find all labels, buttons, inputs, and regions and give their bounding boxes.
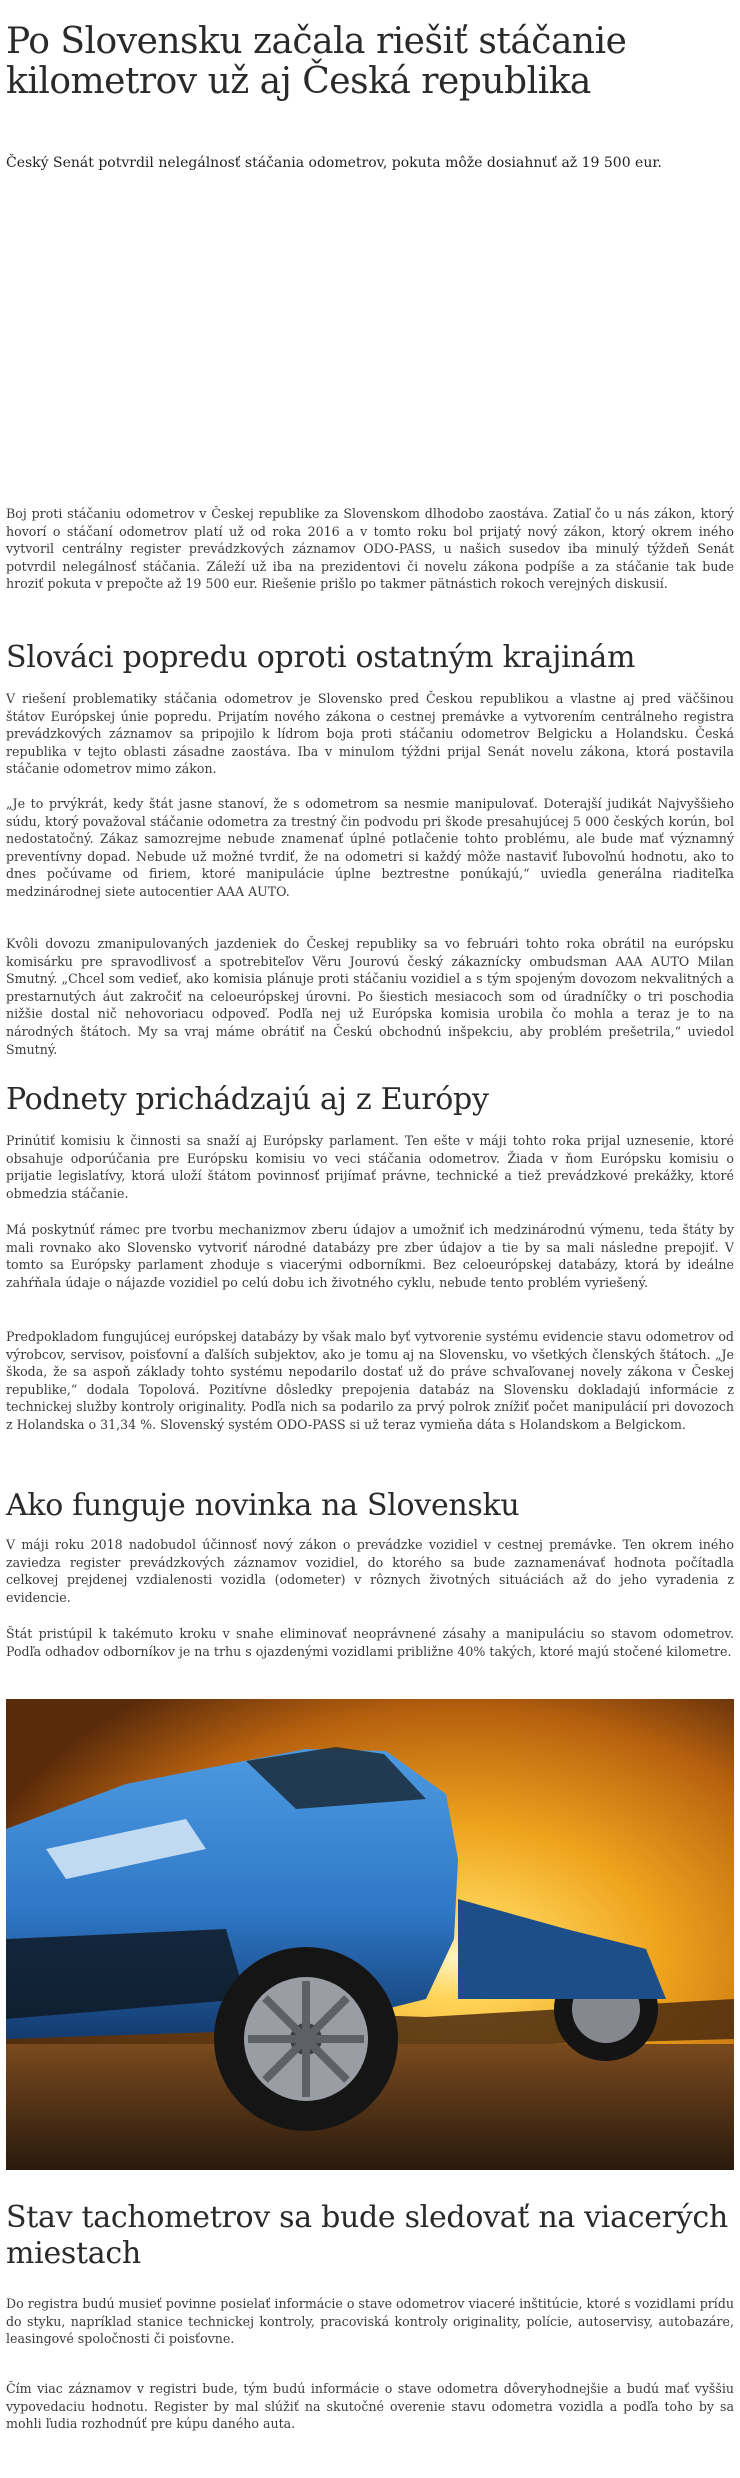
section-heading: Ako funguje novinka na Slovensku: [6, 1488, 520, 1523]
section-paragraph: Prinútiť komisiu k činnosti sa snaží aj Európsky parlament. Ten ešte v máji tohto roka prijal uznesenie, ktoré obsahuje odporúčania pre Európsku komisiu vo veci stáčania odometrov. Žiada v ňom Európsku komisiu o prijatie legislatívy, ktorá uloží štátom povinnosť prijímať právne, technické a tiež prevádzkové prekážky, ktoré obmedzia stáčanie.: [6, 1133, 734, 1201]
section-paragraph: Kvôli dovozu zmanipulovaných jazdeniek do Českej republiky sa vo februári tohto roka obrátil na európsku komisárku pre spravodlivosť a spotrebiteľov Věru Jourovú český zákaznícky ombudsman AAA AUTO Milan Smutný. „Chcel som vedieť, ako komisia plánuje proti stáčaniu vozidiel a s tým spojeným dovozom nekvalitných a prestarnutých áut zakročiť na celoeurópskej úrovni. Po šiestich mesiacoch som od úradníčky o tri poschodia nižšie dostal nič nehovoriacu odpoveď. Podľa nej už Európska komisia urobila čo mohla a teraz je to na národných štátoch. My sa vraj máme obrátiť na Českú obchodnú inšpekciu, aby problém prešetrila,“ uviedol Smutný.: [6, 936, 734, 1057]
section-paragraph: Do registra budú musieť povinne posielať informácie o stave odometrov viaceré inštitúcie, ktoré s vozidlami prídu do styku, napríklad stanice technickej kontroly, pracoviská kontroly originality, polície, autoservisy, autobazáre, leasingové spoločnosti či poisťovne.: [6, 2296, 734, 2347]
section-paragraph: Má poskytnúť rámec pre tvorbu mechanizmov zberu údajov a umožniť ich medzinárodnú výmenu, teda štáty by mali rovnako ako Slovensko vytvoriť národné databázy pre zber údajov a tie by sa mali následne prepojiť. V tomto sa Európsky parlament zhoduje s viacerými odborníkmi. Bez celoeurópskej databázy, ktorá by ideálne zahŕňala údaje o nájazde vozidiel po celú dobu ich životného cyklu, nebude tento problém vyriešený.: [6, 1222, 734, 1290]
section-heading: Podnety prichádzajú aj z Európy: [6, 1082, 489, 1117]
section-heading: Stav tachometrov sa bude sledovať na viacerých miestach: [6, 2200, 728, 2271]
intro-paragraph: Boj proti stáčaniu odometrov v Českej republike za Slovenskom dlhodobo zaostáva. Zatiaľ čo u nás zákon, ktorý hovorí o stáčaní odometrov platí už od roka 2016 a v tomto roku bol prijatý nový zákon, ktorý okrem iného vytvoril centrálny register prevádzkových záznamov ODO-PASS, u našich susedov iba minulý týždeň Senát potvrdil nelegálnosť stáčania. Záleží už iba na prezidentovi či novelu zákona podpíše a za stáčanie tak bude hroziť pokuta v prepočte až 19 500 eur. Riešenie prišlo po takmer pätnástich rokoch verejných diskusií.: [6, 506, 734, 592]
section-heading: Slováci popredu oproti ostatným krajinám: [6, 640, 636, 675]
section-paragraph: Predpokladom fungujúcej európskej databázy by však malo byť vytvorenie systému evidencie stavu odometrov od výrobcov, servisov, poisťovní a ďalších subjektov, ako je tomu aj na Slovensku, vo všetkých členských štátoch. „Je škoda, že sa aspoň základy tohto systému nepodarilo dostať už do práve schvaľovanej novely zákona v Českej republike,“ dodala Topolová. Pozitívne dôsledky prepojenia databáz na Slovensku dokladajú informácie z technickej služby kontroly originality. Podľa nich sa podarilo za prvý polrok znížiť počet manipulácií pri dovozoch z Holandska o 31,34 %. Slovenský systém ODO-PASS si už teraz vymieňa dáta s Holandskom a Belgickom.: [6, 1329, 734, 1432]
article-title: Po Slovensku začala riešiť stáčanie kilometrov už aj Česká republika: [6, 21, 627, 102]
article-image: [6, 1699, 734, 2170]
article-lead: Český Senát potvrdil nelegálnosť stáčania odometrov, pokuta môže dosiahnuť až 19 500 eur.: [6, 155, 662, 171]
section-paragraph: Štát pristúpil k takémuto kroku v snahe eliminovať neoprávnené zásahy a manipuláciu so stavom odometrov. Podľa odhadov odborníkov je na trhu s ojazdenými vozidlami približne 40% takých, ktoré majú stočené kilometre.: [6, 1626, 734, 1659]
section-paragraph: V riešení problematiky stáčania odometrov je Slovensko pred Českou republikou a vlastne aj pred väčšinou štátov Európskej únie popredu. Prijatím nového zákona o cestnej premávke a vytvorením centrálneho registra prevádzkových záznamov sa pripojilo k lídrom boja proti stáčaniu odometrov Belgicku a Holandsku. Česká republika v tejto oblasti zásadne zaostáva. Iba v minulom týždni prijal Senát novelu zákona, ktorá postavila stáčanie odometrov mimo zákon.: [6, 691, 734, 777]
section-paragraph: „Je to prvýkrát, kedy štát jasne stanoví, že s odometrom sa nesmie manipulovať. Doterajší judikát Najvyššieho súdu, ktorý považoval stáčanie odometra za trestný čin podvodu pri škode presahujúcej 5 000 českých korún, bol nedostatočný. Zákaz samozrejme nebude znamenať úplné potlačenie tohto problému, ale bude mať významný preventívny dopad. Nebude už možné tvrdiť, že na odometri si každý môže nastaviť ľubovoľnú hodnotu, ako to dnes počúvame od firiem, ktoré manipulácie úplne beztrestne ponúkajú,“ uviedla generálna riaditeľka medzinárodnej siete autocentier AAA AUTO.: [6, 796, 734, 899]
section-paragraph: V máji roku 2018 nadobudol účinnosť nový zákon o prevádzke vozidiel v cestnej premávke. Ten okrem iného zaviedza register prevádzkových záznamov vozidiel, do ktorého sa bude zaznamenávať hodnota počítadla celkovej prejdenej vzdialenosti vozidla (odometer) v rôznych životných situáciách až do jeho vyradenia z evidencie.: [6, 1537, 734, 1605]
section-paragraph: Čím viac záznamov v registri bude, tým budú informácie o stave odometra dôveryhodnejšie a budú mať vyššiu vypovedaciu hodnotu. Register by mal slúžiť na skutočné overenie stavu odometra vozidla a podľa toho by sa mohli ľudia rozhodnúť pre kúpu daného auta.: [6, 2381, 734, 2432]
